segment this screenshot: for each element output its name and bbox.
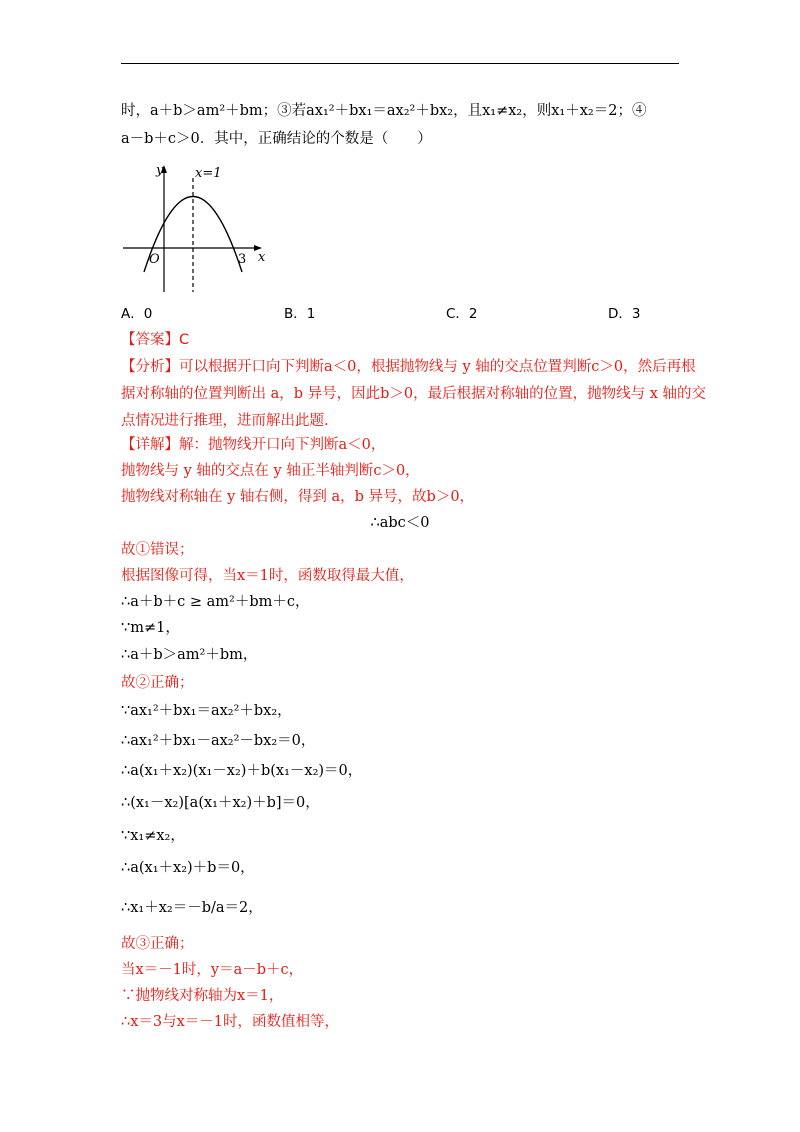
detail-line: 当x＝－1时，y＝a－b＋c， [121, 962, 304, 978]
detail-line: 【详解】解：抛物线开口向下判断a＜0， [121, 437, 386, 453]
y-axis-label: y [156, 163, 164, 178]
detail-line: ∴a(x₁＋x₂)(x₁－x₂)＋b(x₁－x₂)＝0， [121, 763, 363, 779]
detail-line: 抛物线与 y 轴的交点在 y 轴正半轴判断c＞0， [121, 463, 420, 479]
detail-line: ∵ax₁²＋bx₁＝ax₂²＋bx₂， [121, 703, 292, 719]
detail-line: 故③正确； [121, 936, 194, 952]
detail-line: ∵x₁≠x₂， [121, 828, 185, 844]
symmetry-axis-label: x=1 [195, 166, 222, 181]
question-line-1: 时，a＋b＞am²＋bm；③若ax₁²＋bx₁＝ax₂²＋bx₂，且x₁≠x₂，则x₁＋x₂＝2；④ [121, 103, 647, 119]
detail-line: 故②正确； [121, 675, 194, 691]
detail-line: ∴(x₁－x₂)[a(x₁＋x₂)＋b]＝0， [121, 795, 320, 811]
header-rule [121, 63, 679, 64]
answer-value: C [179, 332, 190, 348]
origin-label: O [149, 252, 160, 267]
detail-line: 抛物线对称轴在 y 轴右侧，得到 a，b 异号，故b＞0， [121, 489, 475, 505]
question-line-2: a－b＋c＞0．其中，正确结论的个数是（ ） [121, 131, 432, 147]
detail-line: ∴a＋b＞am²＋bm， [121, 647, 258, 663]
detail-line: 根据图像可得，当x＝1时，函数取得最大值， [121, 568, 414, 584]
option-a[interactable]: A．0 [121, 306, 153, 322]
detail-line: ∴a(x₁＋x₂)＋b＝0， [121, 860, 255, 876]
option-c[interactable]: C．2 [446, 306, 478, 322]
detail-line: ∵抛物线对称轴为x＝1， [121, 988, 284, 1004]
detail-line: ∴a＋b＋c ≥ am²＋bm＋c， [121, 594, 310, 610]
option-d[interactable]: D．3 [608, 306, 641, 322]
detail-line: ∴x₁＋x₂＝－b/a＝2， [121, 900, 263, 916]
detail-line: ∵m≠1， [121, 620, 180, 636]
x-axis-label: x [258, 250, 266, 265]
analysis-line: 据对称轴的位置判断出 a，b 异号，因此b＞0，最后根据对称轴的位置，抛物线与 x 轴的交 [121, 386, 707, 402]
detail-line: ∴x＝3与x＝－1时，函数值相等， [121, 1014, 340, 1030]
detail-line-centered: ∴abc＜0 [370, 515, 430, 531]
root-label: 3 [238, 252, 247, 267]
detail-line: 故①错误； [121, 542, 194, 558]
answer-tag: 【答案】 [121, 332, 179, 348]
analysis-line: 【分析】可以根据开口向下判断a＜0，根据抛物线与 y 轴的交点位置判断c＞0，然后再根 [121, 359, 696, 375]
answer-line [121, 330, 189, 350]
option-b[interactable]: B．1 [284, 306, 316, 322]
analysis-line: 点情况进行推理，进而解出此题. [121, 413, 329, 429]
parabola-graph [118, 160, 278, 300]
detail-line: ∴ax₁²＋bx₁－ax₂²－bx₂＝0， [121, 733, 316, 749]
